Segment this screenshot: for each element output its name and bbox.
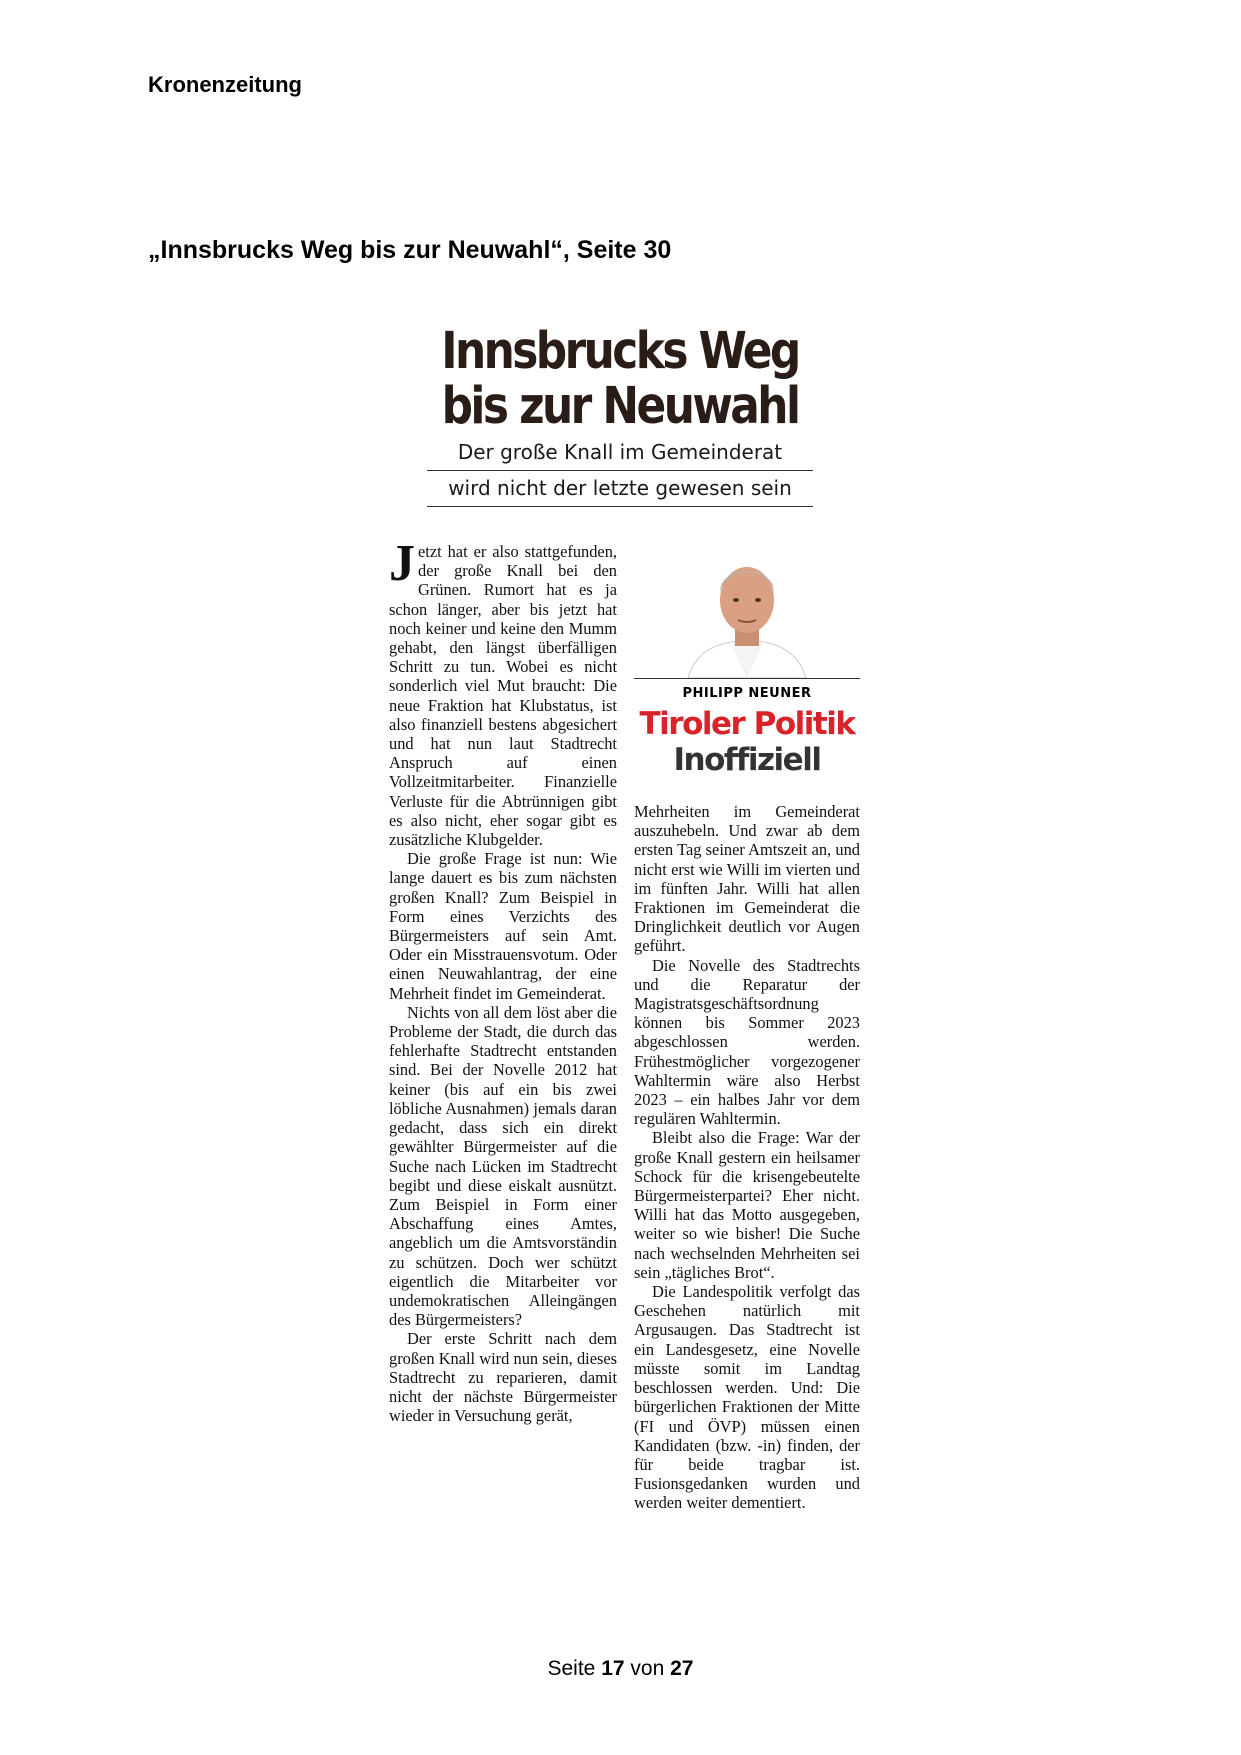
newspaper-clipping bbox=[385, 318, 865, 1628]
author-name: PHILIPP NEUNER bbox=[682, 686, 812, 701]
footer-middle: von bbox=[630, 1657, 665, 1680]
footer-page-total: 27 bbox=[670, 1657, 694, 1680]
paragraph: Der erste Schritt nach dem großen Knall wird nun sein, dieses Stadtrecht zu reparieren, damit nicht der nächste Bürgermeister wieder in Versuchung gerät, bbox=[389, 1329, 617, 1426]
paragraph: Bleibt also die Frage: War der große Knall gestern ein heilsamer Schock für die krisengebeutelte Bürgermeisterpartei? Eher nicht. Willi hat das Motto ausgegeben, weiter so wie bisher! Die Suche nach wechselnden Mehrheiten sei sein „tägliches Brot“. bbox=[634, 1128, 860, 1282]
paragraph: Mehrheiten im Gemeinderat auszuhebeln. Und zwar ab dem ersten Tag seiner Amtszeit an, und nicht erst wie Willi im vierten und im fünften Jahr. Willi hat allen Fraktionen im Gemeinderat die Dringlichkeit deutlich vor Augen geführt. bbox=[634, 802, 860, 956]
paragraph: Die Novelle des Stadtrechts und die Reparatur der Magistratsgeschäftsordnung können bis Sommer 2023 abgeschlossen werden. Frühestmöglicher vorgezogener Wahltermin wäre also Herbst 2023 – ein halbes Jahr vor dem regulären Wahltermin. bbox=[634, 955, 860, 1129]
article-column-left bbox=[389, 535, 617, 1426]
headline-line-1: Innsbrucks Weg bbox=[441, 322, 799, 381]
paragraph: Die große Frage ist nun: Wie lange dauert es bis zum nächsten großen Knall? Zum Beispiel in Form eines Verzichts des Bürgermeisters auf sein Amt. Oder ein Misstrauensvotum. Oder einen Neuwahlantrag, der eine Mehrheit findet im Gemeinderat. bbox=[389, 849, 617, 1003]
subhead-line-2: wird nicht der letzte gewesen sein bbox=[427, 474, 813, 507]
author-box bbox=[634, 550, 860, 790]
source-label: Kronenzeitung bbox=[148, 72, 302, 97]
column-title-line-2: Inoffiziell bbox=[673, 742, 821, 778]
subhead-line-1: Der große Knall im Gemeinderat bbox=[427, 438, 813, 471]
drop-cap: J bbox=[389, 535, 415, 592]
paragraph: Die Landespolitik verfolgt das Geschehen natürlich mit Argusaugen. Das Stadtrecht ist ein Landesgesetz, eine Novelle müsste somit im Landtag beschlossen werden. Und: Die bürgerlichen Fraktionen der Mitte (FI und ÖVP) müssen einen Kandidaten (bzw. -in) finden, der für beide tragbar ist. Fusionsgedanken wurden und werden weiter dementiert. bbox=[634, 1282, 860, 1513]
article-column-right bbox=[634, 802, 860, 1513]
paragraph bbox=[389, 535, 617, 850]
paragraph: Nichts von all dem löst aber die Probleme der Stadt, die durch das fehlerhafte Stadtrecht entstanden sind. Bei der Novelle 2012 hat keiner (bis auf ein bis zwei löbliche Ausnahmen) jemals daran gedacht, dass sich ein direkt gewählter Bürgermeister auf die Suche nach Lücken im Stadtrecht begibt und diese eiskalt ausnützt. Zum Beispiel in Form einer Abschaffung eines Amtes, angeblich um die Amtsvorständin zu schützen. Doch wer schützt eigentlich die Mitarbeiter vor undemokratischen Alleingängen des Bürgermeisters? bbox=[389, 1002, 617, 1330]
page-footer bbox=[0, 1657, 1241, 1681]
paragraph-text: etzt hat er also stattgefunden, der große Knall bei den Grünen. Rumort hat es ja schon länger, aber bis jetzt hat noch keiner und keine den Mumm gehabt, den längst überfälligen Schritt zu tun. Wobei es nicht sonderlich viel Mut braucht: Die neue Fraktion hat Klubstatus, ist also finanziell bestens abgesichert und hat nun laut Stadtrecht Anspruch auf einen Vollzeitmitarbeiter. Finanzielle Verluste für die Abtrünnigen gibt es also nicht, eher sogar gibt es zusätzliche Klubgelder. bbox=[389, 542, 617, 850]
document-heading: „Innsbrucks Weg bis zur Neuwahl“, Seite 30 bbox=[148, 236, 672, 264]
footer-prefix: Seite bbox=[547, 1657, 596, 1680]
article-headline bbox=[418, 324, 822, 434]
author-portrait bbox=[678, 550, 816, 678]
author-divider bbox=[634, 678, 860, 679]
column-title bbox=[634, 706, 860, 778]
headline-line-2: bis zur Neuwahl bbox=[441, 377, 799, 436]
column-title-line-1: Tiroler Politik bbox=[639, 706, 855, 742]
footer-page-number: 17 bbox=[601, 1657, 625, 1680]
